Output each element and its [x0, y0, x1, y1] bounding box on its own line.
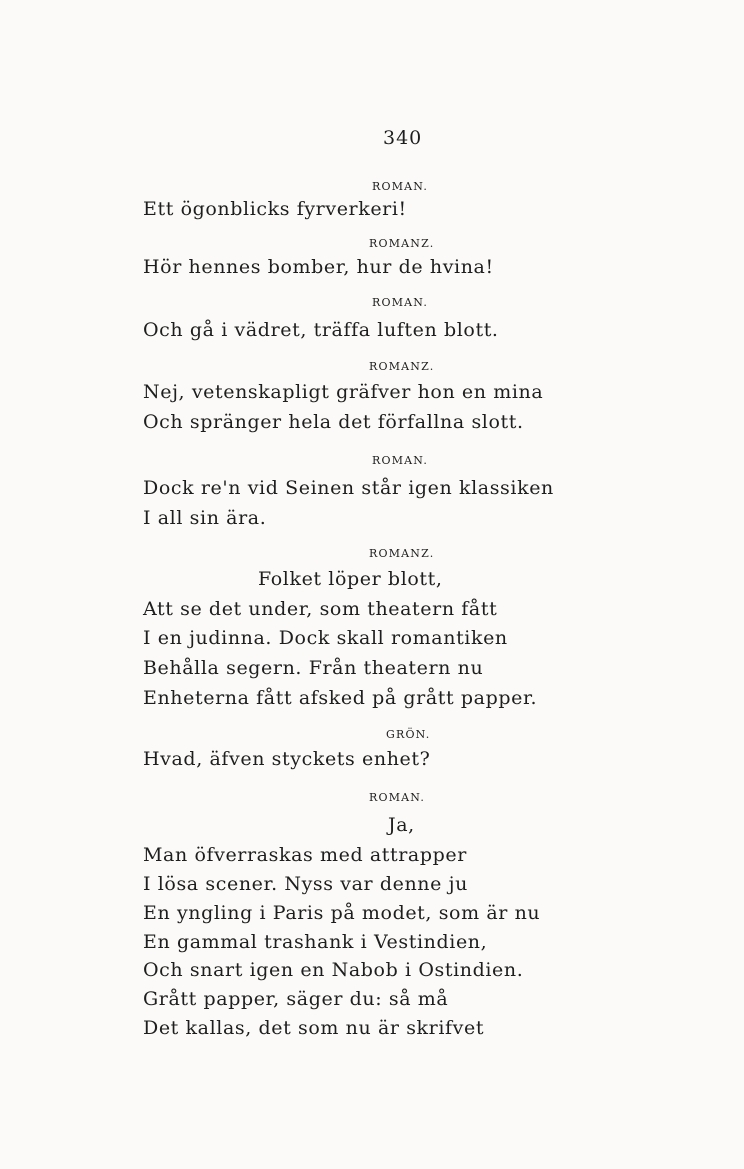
speaker-label: GRÖN.: [386, 728, 431, 741]
verse-line: Och snart igen en Nabob i Ostindien.: [143, 959, 524, 981]
speaker-label: ROMANZ.: [369, 237, 435, 250]
speaker-label: ROMAN.: [369, 791, 426, 804]
verse-line: I en judinna. Dock skall romantiken: [143, 627, 508, 649]
verse-line: Man öfverraskas med attrapper: [143, 844, 467, 866]
verse-line: Och gå i vädret, träffa luften blott.: [143, 319, 499, 341]
verse-line: Folket löper blott,: [258, 568, 443, 590]
verse-line: Behålla segern. Från theatern nu: [143, 657, 484, 679]
verse-line: En yngling i Paris på modet, som är nu: [143, 902, 541, 924]
speaker-label: ROMAN.: [372, 180, 429, 193]
speaker-label: ROMANZ.: [369, 547, 435, 560]
verse-line: En gammal trashank i Vestindien,: [143, 931, 488, 953]
verse-line: Det kallas, det som nu är skrifvet: [143, 1017, 485, 1039]
verse-line: Hvad, äfven styckets enhet?: [143, 748, 431, 770]
verse-line: Ja,: [388, 814, 415, 836]
verse-line: I all sin ära.: [143, 507, 267, 529]
verse-line: Och spränger hela det förfallna slott.: [143, 411, 524, 433]
verse-line: Grått papper, säger du: så må: [143, 988, 449, 1010]
verse-line: Hör hennes bomber, hur de hvina!: [143, 256, 494, 278]
verse-line: Enheterna fått afsked på grått papper.: [143, 687, 538, 709]
verse-line: Ett ögonblicks fyrverkeri!: [143, 198, 407, 220]
verse-line: I lösa scener. Nyss var denne ju: [143, 873, 468, 895]
speaker-label: ROMAN.: [372, 454, 429, 467]
verse-line: Att se det under, som theatern fått: [143, 598, 498, 620]
speaker-label: ROMAN.: [372, 296, 429, 309]
verse-line: Nej, vetenskapligt gräfver hon en mina: [143, 381, 544, 403]
speaker-label: ROMANZ.: [369, 360, 435, 373]
verse-line: Dock re'n vid Seinen står igen klassiken: [143, 477, 554, 499]
page-number: 340: [383, 127, 423, 149]
